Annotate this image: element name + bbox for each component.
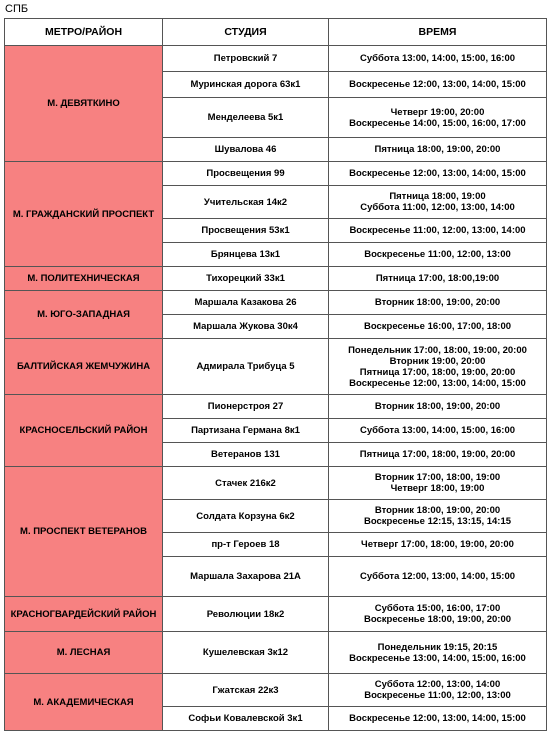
header-row <box>5 19 547 46</box>
metro-cell: М. ДЕВЯТКИНО <box>5 46 163 162</box>
time-line: Пятница 18:00, 19:00 <box>389 191 486 202</box>
time-cell <box>329 339 547 395</box>
page-caption: СПБ <box>5 3 29 15</box>
time-line: Воскресенье 12:00, 13:00, 14:00, 15:00 <box>349 713 526 724</box>
time-line: Воскресенье 11:00, 12:00, 13:00, 14:00 <box>349 225 526 236</box>
schedule-table <box>4 18 547 731</box>
time-cell <box>329 533 547 557</box>
time-cell <box>329 597 547 632</box>
studio-cell: Стачек 216к2 <box>163 467 329 500</box>
header-time: ВРЕМЯ <box>329 19 547 46</box>
time-line: Вторник 18:00, 19:00, 20:00 <box>374 505 501 516</box>
time-cell <box>329 707 547 731</box>
studio-cell: Пионерстроя 27 <box>163 395 329 419</box>
header-studio: СТУДИЯ <box>163 19 329 46</box>
studio-cell: Шувалова 46 <box>163 138 329 162</box>
studio-cell: Маршала Казакова 26 <box>163 291 329 315</box>
time-line: Воскресенье 11:00, 12:00, 13:00 <box>364 690 511 701</box>
studio-cell: Тихорецкий 33к1 <box>163 267 329 291</box>
metro-cell: М. ПОЛИТЕХНИЧЕСКАЯ <box>5 267 163 291</box>
time-line: Понедельник 19:15, 20:15 <box>377 641 498 653</box>
time-line: Суббота 12:00, 13:00, 14:00 <box>374 679 501 690</box>
studio-cell: Ветеранов 131 <box>163 443 329 467</box>
table-row <box>5 267 547 291</box>
studio-cell: Петровский 7 <box>163 46 329 72</box>
studio-cell: Муринская дорога 63к1 <box>163 72 329 98</box>
time-cell <box>329 138 547 162</box>
time-cell <box>329 267 547 291</box>
time-cell <box>329 46 547 72</box>
time-cell <box>329 291 547 315</box>
table-row <box>5 467 547 500</box>
time-cell <box>329 72 547 98</box>
studio-cell: Маршала Жукова 30к4 <box>163 315 329 339</box>
time-line: Воскресенье 16:00, 17:00, 18:00 <box>363 321 512 332</box>
time-cell <box>329 315 547 339</box>
metro-cell: КРАСНОГВАРДЕЙСКИЙ РАЙОН <box>5 597 163 632</box>
time-line: Воскресенье 12:15, 13:15, 14:15 <box>363 516 512 527</box>
time-line: Четверг 19:00, 20:00 <box>390 106 485 118</box>
table-row <box>5 46 547 72</box>
time-line: Пятница 18:00, 19:00, 20:00 <box>374 144 501 155</box>
time-line: Пятница 17:00, 18:00,19:00 <box>375 273 500 284</box>
time-line: Воскресенье 12:00, 13:00, 14:00, 15:00 <box>349 79 526 90</box>
time-line: Вторник 18:00, 19:00, 20:00 <box>374 401 501 412</box>
studio-cell: Учительская 14к2 <box>163 186 329 219</box>
studio-cell: Маршала Захарова 21А <box>163 557 329 597</box>
studio-cell: Софьи Ковалевской 3к1 <box>163 707 329 731</box>
studio-cell: Брянцева 13к1 <box>163 243 329 267</box>
time-line: Четверг 17:00, 18:00, 19:00, 20:00 <box>361 539 514 550</box>
metro-cell: М. ЛЕСНАЯ <box>5 632 163 674</box>
time-line: Пятница 17:00, 18:00, 19:00, 20:00 <box>359 449 516 460</box>
metro-cell: БАЛТИЙСКАЯ ЖЕМЧУЖИНА <box>5 339 163 395</box>
time-line: Воскресенье 18:00, 19:00, 20:00 <box>363 614 512 625</box>
time-line: Четверг 18:00, 19:00 <box>390 483 485 494</box>
schedule-body <box>5 46 547 731</box>
studio-cell: Менделеева 5к1 <box>163 98 329 138</box>
time-cell <box>329 395 547 419</box>
metro-cell: М. ГРАЖДАНСКИЙ ПРОСПЕКТ <box>5 162 163 267</box>
time-cell <box>329 98 547 138</box>
time-line: Понедельник 17:00, 18:00, 19:00, 20:00 <box>348 344 527 356</box>
time-line: Суббота 12:00, 13:00, 14:00, 15:00 <box>359 571 516 582</box>
time-line: Воскресенье 11:00, 12:00, 13:00 <box>364 249 511 260</box>
time-line: Суббота 13:00, 14:00, 15:00, 16:00 <box>359 425 516 436</box>
time-cell <box>329 443 547 467</box>
table-row <box>5 291 547 315</box>
table-row <box>5 597 547 632</box>
time-cell <box>329 219 547 243</box>
time-line: Вторник 18:00, 19:00, 20:00 <box>374 297 501 308</box>
studio-cell: Адмирала Трибуца 5 <box>163 339 329 395</box>
studio-cell: Революции 18к2 <box>163 597 329 632</box>
studio-cell: Гжатская 22к3 <box>163 674 329 707</box>
time-line: Вторник 19:00, 20:00 <box>389 355 486 367</box>
time-cell <box>329 674 547 707</box>
time-line: Воскресенье 12:00, 13:00, 14:00, 15:00 <box>349 377 526 389</box>
time-cell <box>329 162 547 186</box>
time-line: Воскресенье 12:00, 13:00, 14:00, 15:00 <box>349 168 526 179</box>
studio-cell: Партизана Германа 8к1 <box>163 419 329 443</box>
studio-cell: Просвещения 53к1 <box>163 219 329 243</box>
time-line: Пятница 17:00, 18:00, 19:00, 20:00 <box>359 366 516 378</box>
time-cell <box>329 557 547 597</box>
time-line: Вторник 17:00, 18:00, 19:00 <box>374 472 501 483</box>
studio-cell: Просвещения 99 <box>163 162 329 186</box>
time-cell <box>329 243 547 267</box>
metro-cell: М. ЮГО-ЗАПАДНАЯ <box>5 291 163 339</box>
studio-cell: Солдата Корзуна 6к2 <box>163 500 329 533</box>
table-row <box>5 162 547 186</box>
time-cell <box>329 419 547 443</box>
time-line: Суббота 11:00, 12:00, 13:00, 14:00 <box>360 202 515 213</box>
time-cell <box>329 467 547 500</box>
time-line: Воскресенье 14:00, 15:00, 16:00, 17:00 <box>349 117 526 129</box>
studio-cell: пр-т Героев 18 <box>163 533 329 557</box>
table-row <box>5 339 547 395</box>
time-line: Суббота 15:00, 16:00, 17:00 <box>374 603 501 614</box>
time-cell <box>329 500 547 533</box>
metro-cell: М. АКАДЕМИЧЕСКАЯ <box>5 674 163 731</box>
time-line: Суббота 13:00, 14:00, 15:00, 16:00 <box>359 53 516 64</box>
time-cell <box>329 186 547 219</box>
header-metro: МЕТРО/РАЙОН <box>5 19 163 46</box>
time-line: Воскресенье 13:00, 14:00, 15:00, 16:00 <box>349 652 526 664</box>
table-row <box>5 632 547 674</box>
table-row <box>5 674 547 707</box>
metro-cell: КРАСНОСЕЛЬСКИЙ РАЙОН <box>5 395 163 467</box>
metro-cell: М. ПРОСПЕКТ ВЕТЕРАНОВ <box>5 467 163 597</box>
table-row <box>5 395 547 419</box>
time-cell <box>329 632 547 674</box>
studio-cell: Кушелевская 3к12 <box>163 632 329 674</box>
